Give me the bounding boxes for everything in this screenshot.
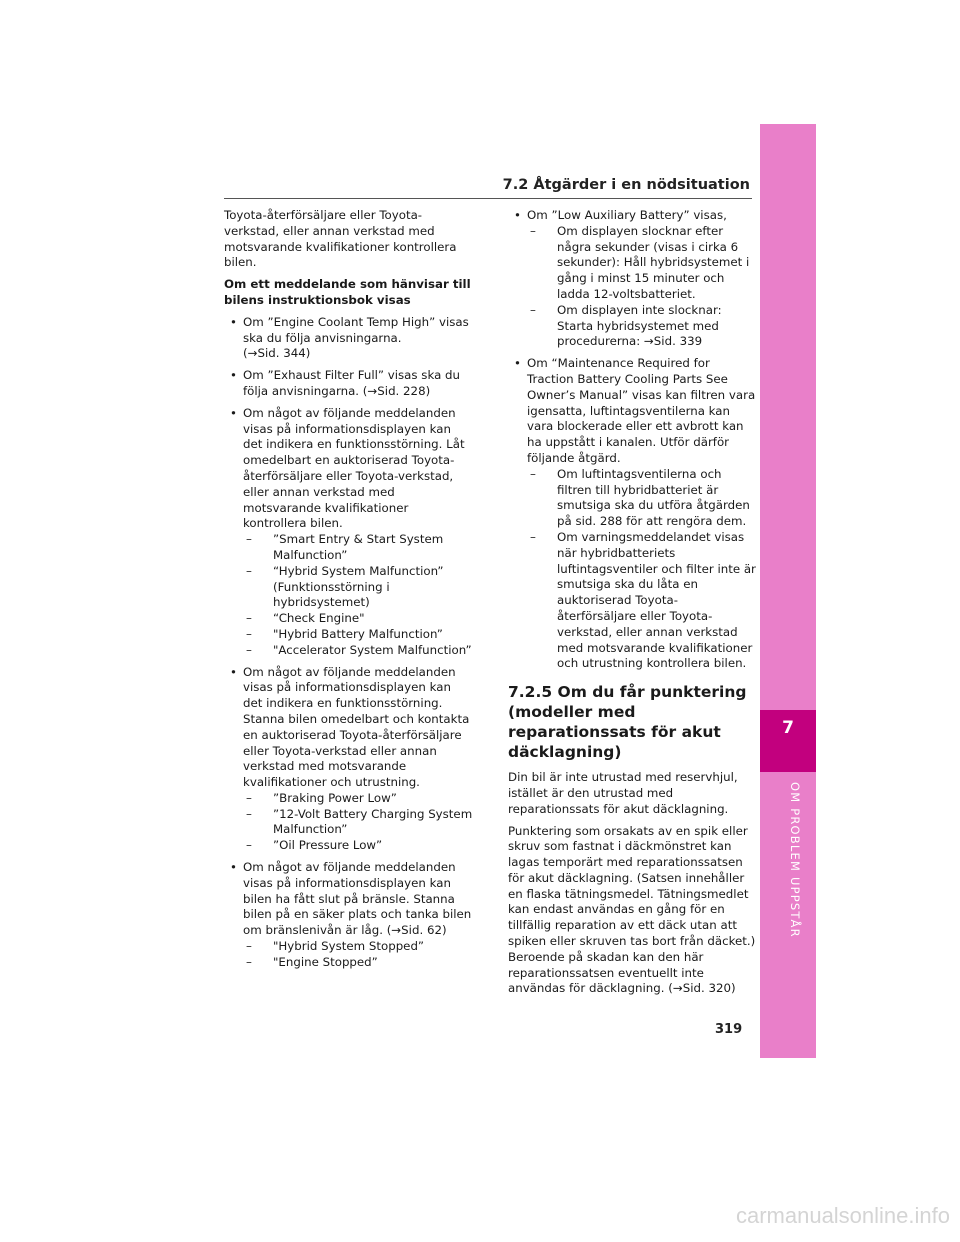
list-item: – "Hybrid Battery Malfunction” (243, 627, 474, 643)
list-item: – Om luftintagsventilerna och filtren till hybridbatteriet är smutsiga ska du utföra åtgärden på sid. 288 för att rengöra dem. (527, 467, 756, 530)
bullet-engine-coolant (224, 315, 474, 362)
bullet-text: Om något av följande meddelanden visas på informationsdisplayen kan det indikera en funktionsstörning. Stanna bilen omedelbart och kontakta en auktoriserad Toyota-återförsäljare eller Toyota-verkstad eller annan verkstad med motsvarande kvalifikationer och utrustning. (243, 664, 470, 790)
list-item: – ”Braking Power Low” (243, 791, 474, 807)
bullet-text: Om “Maintenance Required for Traction Battery Cooling Parts See Owner’s Manual” visas kan filtren vara igensatta, luftintagsventilerna kan vara blockerade eller ett avbrott kan ha uppstått i kanalen. Utför därför följande åtgärd. (527, 356, 756, 465)
message-bullet-list (224, 315, 474, 971)
list-item: – "Hybrid System Stopped” (243, 939, 474, 955)
list-item: – Om varningsmeddelandet visas när hybridbatteriets luftintagsventiler och filter inte är smutsiga ska du låta en auktoriserad Toyota-återförsäljare eller Toyota-verkstad, eller annan verkstad med motsvarande kvalifikationer och utrustning kontrollera bilen. (527, 530, 756, 672)
paragraph: Punktering som orsakats av en spik eller skruv som fastnat i däckmönstret kan lagas temporärt med reparationssatsen för akut däcklagning. (Satsen innehåller en flaska tätningsmedel. Tätningsmedlet kan endast användas en gång för en tillfällig reparation av ett däck utan att spiken eller skruven tas bort från däcket.) Beroende på skadan kan den här reparationssatsen eventuellt inte användas för däcklagning. (→Sid. 320) (508, 823, 756, 996)
bullet-text: Om ”Low Auxiliary Battery” visas, (527, 208, 727, 222)
list-item: – Om displayen slocknar efter några sekunder (visas i cirka 6 sekunder): Håll hybridsystemet i gång i minst 15 minuter och ladda 12-voltsbatteriet. (527, 224, 756, 303)
list-item: – “Hybrid System Malfunction” (Funktionsstörning i hybridsystemet) (243, 564, 474, 611)
bullet-stop-immediately-messages (224, 665, 474, 855)
list-item: – ”Smart Entry & Start System Malfunction” (243, 532, 474, 564)
message-sublist (243, 791, 474, 854)
bullet-malfunction-messages (224, 406, 474, 659)
bullet-fuel-messages (224, 860, 474, 971)
message-bullet-list (508, 208, 756, 672)
list-item: – "Engine Stopped” (243, 955, 474, 971)
message-sublist (527, 467, 756, 672)
list-item: – “Check Engine" (243, 611, 474, 627)
bullet-exhaust-filter (224, 368, 474, 400)
message-sublist (243, 939, 474, 971)
page-reference: (→Sid. 344) (243, 346, 311, 361)
left-column (224, 208, 474, 977)
intro-paragraph: Toyota-återförsäljare eller Toyota-verkstad, eller annan verkstad med motsvarande kvalifikationer kontrollera bilen. (224, 208, 457, 270)
list-item: – "Accelerator System Malfunction” (243, 643, 474, 659)
section-header-title: 7.2 Åtgärder i en nödsituation (502, 177, 750, 193)
right-column (508, 208, 756, 1003)
chapter-label: OM PROBLEM UPPSTÅR (788, 782, 802, 938)
section-heading-puncture: 7.2.5 Om du får punktering (modeller med reparationssats för akut däcklagning) (508, 683, 747, 762)
list-item: – Om displayen inte slocknar: Starta hybridsystemet med procedurerna: →Sid. 339 (527, 303, 756, 350)
bullet-maintenance-required (508, 356, 756, 672)
list-item: – ”12-Volt Battery Charging System Malfunction” (243, 807, 474, 839)
header-divider (224, 198, 752, 199)
chapter-number: 7 (782, 718, 794, 738)
list-item: – ”Oil Pressure Low” (243, 838, 474, 854)
bullet-low-auxiliary-battery (508, 208, 756, 350)
paragraph: Din bil är inte utrustad med reservhjul, istället är den utrustad med reparationssats för akut däcklagning. (508, 770, 738, 816)
page-number: 319 (715, 1022, 743, 1037)
bullet-text: Om ”Engine Coolant Temp High” visas ska du följa anvisningarna. (243, 314, 469, 345)
bullet-text: Om något av följande meddelanden visas på informationsdisplayen kan det indikera en funktionsstörning. Låt omedelbart en auktoriserad Toyota-återförsäljare eller Toyota-verkstad, eller annan verkstad med motsvarande kvalifikationer kontrollera bilen. (243, 405, 465, 531)
watermark: carmanualsonline.info (735, 1203, 950, 1228)
bullet-text: Om något av följande meddelanden visas på informationsdisplayen kan bilen ha fått slut på bränsle. Stanna bilen på en säker plats och tanka bilen om bränslenivån är låg. (→Sid. 62) (243, 860, 472, 938)
message-sublist (243, 532, 474, 658)
subheading: Om ett meddelande som hänvisar till bilens instruktionsbok visas (224, 277, 471, 307)
bullet-text: Om ”Exhaust Filter Full” visas ska du följa anvisningarna. (→Sid. 228) (243, 368, 461, 398)
message-sublist (527, 224, 756, 350)
